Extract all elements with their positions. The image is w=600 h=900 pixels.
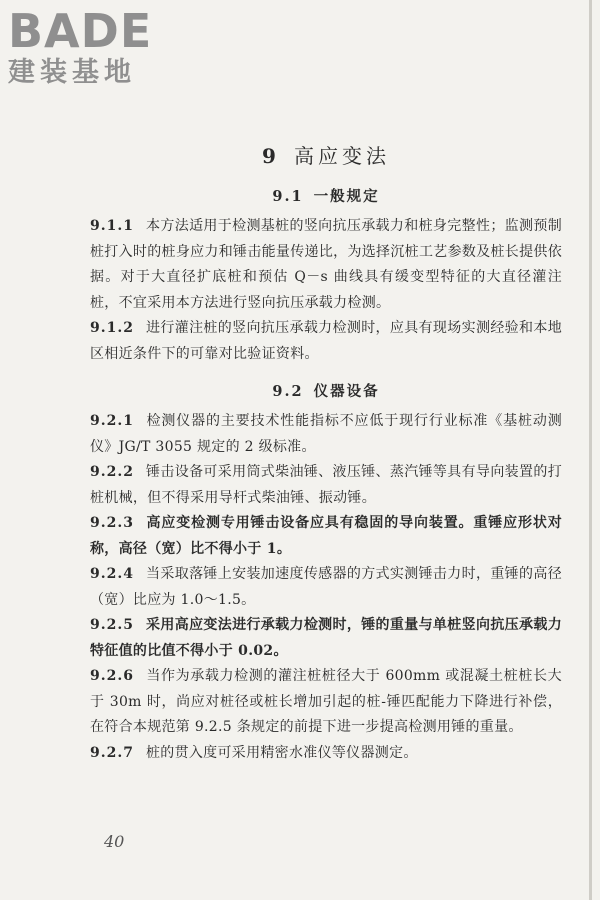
chapter-name: 高应变法 [293, 144, 390, 168]
clause-number: 9.2.2 [90, 464, 134, 480]
clause-number: 9.1.2 [90, 320, 134, 336]
section-title: 一般规定 [313, 188, 380, 205]
clause-number: 9.2.3 [90, 515, 134, 531]
clause-text: 当采取落锤上安装加速度传感器的方式实测锤击力时，重锤的高径（宽）比应为 1.0～1.5。 [90, 566, 562, 608]
logo [8, 6, 178, 88]
page-edge [589, 0, 592, 900]
clause-text: 高应变检测专用锤击设备应具有稳固的导向装置。重锤应形状对称，高径（宽）比不得小于 1。 [90, 515, 562, 557]
clause-text: 桩的贯入度可采用精密水准仪等仪器测定。 [145, 744, 418, 761]
chapter-number: 9 [262, 144, 280, 168]
clause-number: 9.2.1 [90, 413, 134, 429]
section-heading [90, 381, 562, 403]
clause [90, 316, 562, 367]
clause [90, 562, 562, 613]
clause [90, 460, 562, 511]
clause-text: 检测仪器的主要技术性能指标不应低于现行行业标准《基桩动测仪》JG/T 3055 规定的 2 级标准。 [90, 413, 562, 455]
page-body [90, 140, 562, 766]
clause-text: 进行灌注桩的竖向抗压承载力检测时，应具有现场实测经验和本地区相近条件下的可靠对比验证资料。 [90, 320, 562, 362]
clause [90, 214, 562, 316]
clause-text: 锤击设备可采用筒式柴油锤、液压锤、蒸汽锤等具有导向装置的打桩机械，但不得采用导杆式柴油锤、振动锤。 [90, 464, 562, 506]
clause-number: 9.2.5 [90, 617, 134, 633]
section-number: 9.2 [272, 383, 304, 400]
chapter-title [90, 140, 562, 172]
clause-number: 9.2.7 [90, 744, 134, 761]
clause [90, 613, 562, 664]
clause-number: 9.1.1 [90, 218, 134, 234]
clause [90, 741, 562, 767]
clause-text: 本方法适用于检测基桩的竖向抗压承载力和桩身完整性；监测预制桩打入时的桩身应力和锤击能量传递比，为选择沉桩工艺参数及桩长提供依据。对于大直径扩底桩和预估 Q－s 曲线具有缓变型特征的大直径灌注桩，不宜采用本方法进行竖向抗压承载力检测。 [90, 218, 562, 311]
clause [90, 409, 562, 460]
clause-text: 当作为承载力检测的灌注桩桩径大于 600mm 或混凝土桩桩长大于 30m 时，尚应对桩径或桩长增加引起的桩-锤匹配能力下降进行补偿，在符合本规范第 9.2.5 条规定的前提下进一步提高检测用锤的重量。 [90, 668, 562, 735]
clause [90, 511, 562, 562]
clause-number: 9.2.6 [90, 668, 134, 684]
logo-subtitle: 建装基地 [8, 57, 136, 88]
section-title: 仪器设备 [313, 383, 380, 400]
logo-wordmark: BADE [8, 4, 153, 58]
section-heading [90, 186, 562, 208]
clause [90, 664, 562, 741]
clause-text: 采用高应变法进行承载力检测时，锤的重量与单桩竖向抗压承载力特征值的比值不得小于 0.02。 [90, 617, 562, 659]
clause-number: 9.2.4 [90, 566, 134, 582]
section-number: 9.1 [272, 188, 304, 205]
page-number: 40 [104, 832, 125, 851]
